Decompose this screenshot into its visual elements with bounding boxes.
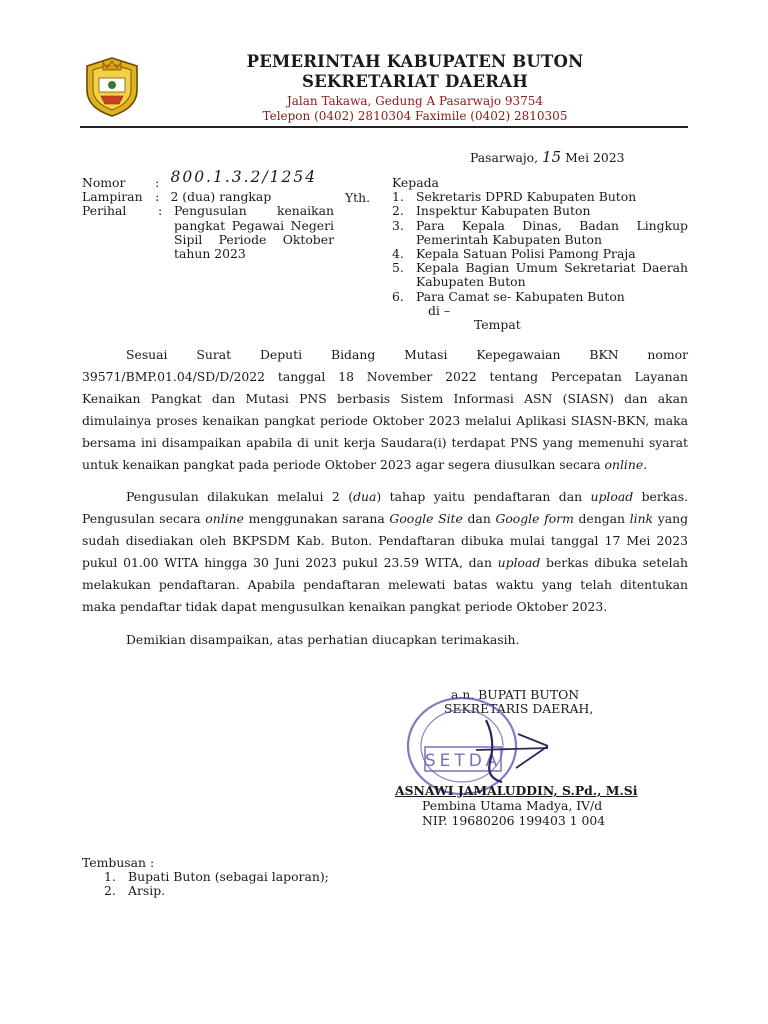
letter-meta (82, 168, 382, 262)
body-italic-span: online. (604, 456, 648, 472)
list-item-text: Para Camat se- Kabupaten Buton (416, 288, 625, 304)
list-item-number: 2. (392, 203, 404, 219)
signatory-name: ASNAWI JAMALUDDIN, S.Pd., M.Si (395, 783, 638, 798)
lampiran-label: Lampiran (82, 189, 143, 205)
list-item-text: Kepala Bagian Umum Sekretariat Daerah Kabupaten Buton (416, 260, 688, 290)
list-item-number: 2. (104, 883, 116, 899)
body-italic-span: upload (497, 555, 541, 571)
letter-date (470, 150, 625, 165)
body-text-span: Sesuai Surat Deputi Bidang Mutasi Kepegawaian BKN nomor 39571/BMP.01.04/SD/D/2022 tanggal 18 November 2022 tentang Percepatan Layanan Kenaikan Pangkat dan Mutasi PNS berbasis Sistem Informasi ASN (SIASN) dan akan dimulainya proses kenaikan pangkat periode Oktober 2023 melalui Aplikasi SIASN-BKN, maka bersama ini disampaikan apabila di unit kerja Saudara(i) terdapat PNS yang memenuhi syarat untuk kenaikan pangkat pada periode Oktober 2023 agar segera diusulkan secara (82, 347, 688, 472)
body-italic-span: dua (353, 489, 377, 505)
org-name-line2: SEKRETARIAT DAERAH (301, 72, 529, 91)
letterhead (175, 52, 655, 124)
recipients-di: di – (428, 302, 451, 318)
list-item-text: Arsip. (128, 883, 166, 899)
meta-colon: : (155, 175, 160, 190)
body-italic-span: upload (590, 489, 634, 505)
recipients-block (392, 176, 688, 332)
body-italic-span: link (629, 511, 654, 527)
recipients-list (392, 190, 688, 304)
letterhead-rule (80, 126, 688, 128)
body-paragraph-1 (82, 344, 688, 475)
body-text-span: ) tahap yaitu pendaftaran dan (376, 489, 591, 505)
body-italic-span: online (205, 511, 244, 527)
body-paragraph-3: Demikian disampaikan, atas perhatian diucapkan terimakasih. (126, 631, 520, 647)
list-item-number: 3. (392, 217, 404, 233)
list-item (104, 884, 482, 898)
list-item-number: 6. (392, 288, 404, 304)
nomor-label: Nomor (82, 175, 126, 190)
meta-row-nomor (82, 168, 382, 190)
body-italic-span: Google form (495, 511, 574, 527)
list-item (392, 190, 688, 204)
meta-colon: : (155, 189, 160, 205)
body-text-span: berkas dibuka setelah melakukan pendaftaran. Apabila pendaftaran melewati batas waktu yang telah ditentukan maka pendaftar tidak dapat mengusulkan kenaikan pangkat periode Oktober 2023. (82, 555, 688, 614)
list-item (392, 290, 688, 304)
recipients-tempat: Tempat (474, 317, 521, 333)
list-item-number: 1. (104, 869, 116, 885)
yth-label: Yth. (345, 190, 371, 205)
date-city: Pasarwajo, (470, 150, 539, 165)
list-item-text: Kepala Satuan Polisi Pamong Praja (416, 246, 636, 262)
nomor-value-handwritten: 800.1.3.2/1254 (170, 168, 318, 186)
body-text-span: yang sudah disediakan oleh BKPSDM Kab. Buton. Pendaftaran dibuka mulai tanggal 17 Mei 2023 pukul 01.00 WITA hingga 30 Juni 2023 pukul 23.59 WITA, dan (82, 511, 689, 571)
perihal-label: Perihal (82, 203, 127, 219)
list-item-number: 4. (392, 246, 404, 262)
meta-colon: : (158, 203, 163, 219)
signatory-rank: Pembina Utama Madya, IV/d (422, 798, 603, 813)
list-item (392, 247, 688, 261)
lampiran-value: 2 (dua) rangkap (170, 189, 272, 205)
date-month-year: Mei 2023 (565, 150, 625, 165)
list-item (392, 204, 688, 218)
body-text-span: dan (462, 511, 496, 527)
list-item-text: Inspektur Kabupaten Buton (416, 203, 591, 219)
signature-block (395, 688, 695, 716)
tembusan-list (82, 870, 482, 898)
perihal-value: Pengusulan kenaikan pangkat Pegawai Negeri Sipil Periode Oktober tahun 2023 (174, 203, 334, 262)
meta-row-lampiran (82, 190, 382, 204)
list-item-number: 1. (392, 189, 404, 205)
body-text-span: berkas. Pengusulan secara (82, 489, 688, 527)
list-item-text: Para Kepala Dinas, Badan Lingkup Pemerintah Kabupaten Buton (416, 217, 688, 247)
org-name-line1: PEMERINTAH KABUPATEN BUTON (246, 52, 584, 71)
body-italic-span: Google Site (389, 511, 463, 527)
list-item-number: 5. (392, 260, 404, 276)
kabupaten-buton-logo-icon (83, 56, 141, 118)
date-day-handwritten: 15 (542, 148, 562, 166)
list-item-text: Sekretaris DPRD Kabupaten Buton (416, 189, 637, 205)
list-item (104, 870, 482, 884)
signatory-nip: NIP. 19680206 199403 1 004 (422, 813, 606, 828)
recipients-heading: Kepada (392, 175, 439, 190)
org-address: Jalan Takawa, Gedung A Pasarwajo 93754 (286, 94, 544, 108)
body-text-span: dengan (573, 511, 630, 527)
list-item-text: Bupati Buton (sebagai laporan); (128, 869, 329, 885)
signature-line1: a.n. BUPATI BUTON (451, 687, 580, 702)
list-item (392, 261, 688, 289)
tembusan-block (82, 856, 482, 899)
stamp-text: SETDA (424, 751, 502, 771)
body-text-span: Pengusulan dilakukan melalui 2 ( (126, 489, 354, 505)
body-paragraph-2 (82, 486, 688, 617)
list-item (392, 219, 688, 247)
letter-body (82, 344, 688, 651)
signature-line2: SEKRETARIS DAERAH, (444, 701, 594, 717)
body-text-span: menggunakan sarana (243, 511, 390, 527)
org-contact: Telepon (0402) 2810304 Faximile (0402) 2810305 (262, 109, 568, 123)
tembusan-heading: Tembusan : (82, 855, 155, 870)
meta-row-perihal (82, 204, 382, 261)
